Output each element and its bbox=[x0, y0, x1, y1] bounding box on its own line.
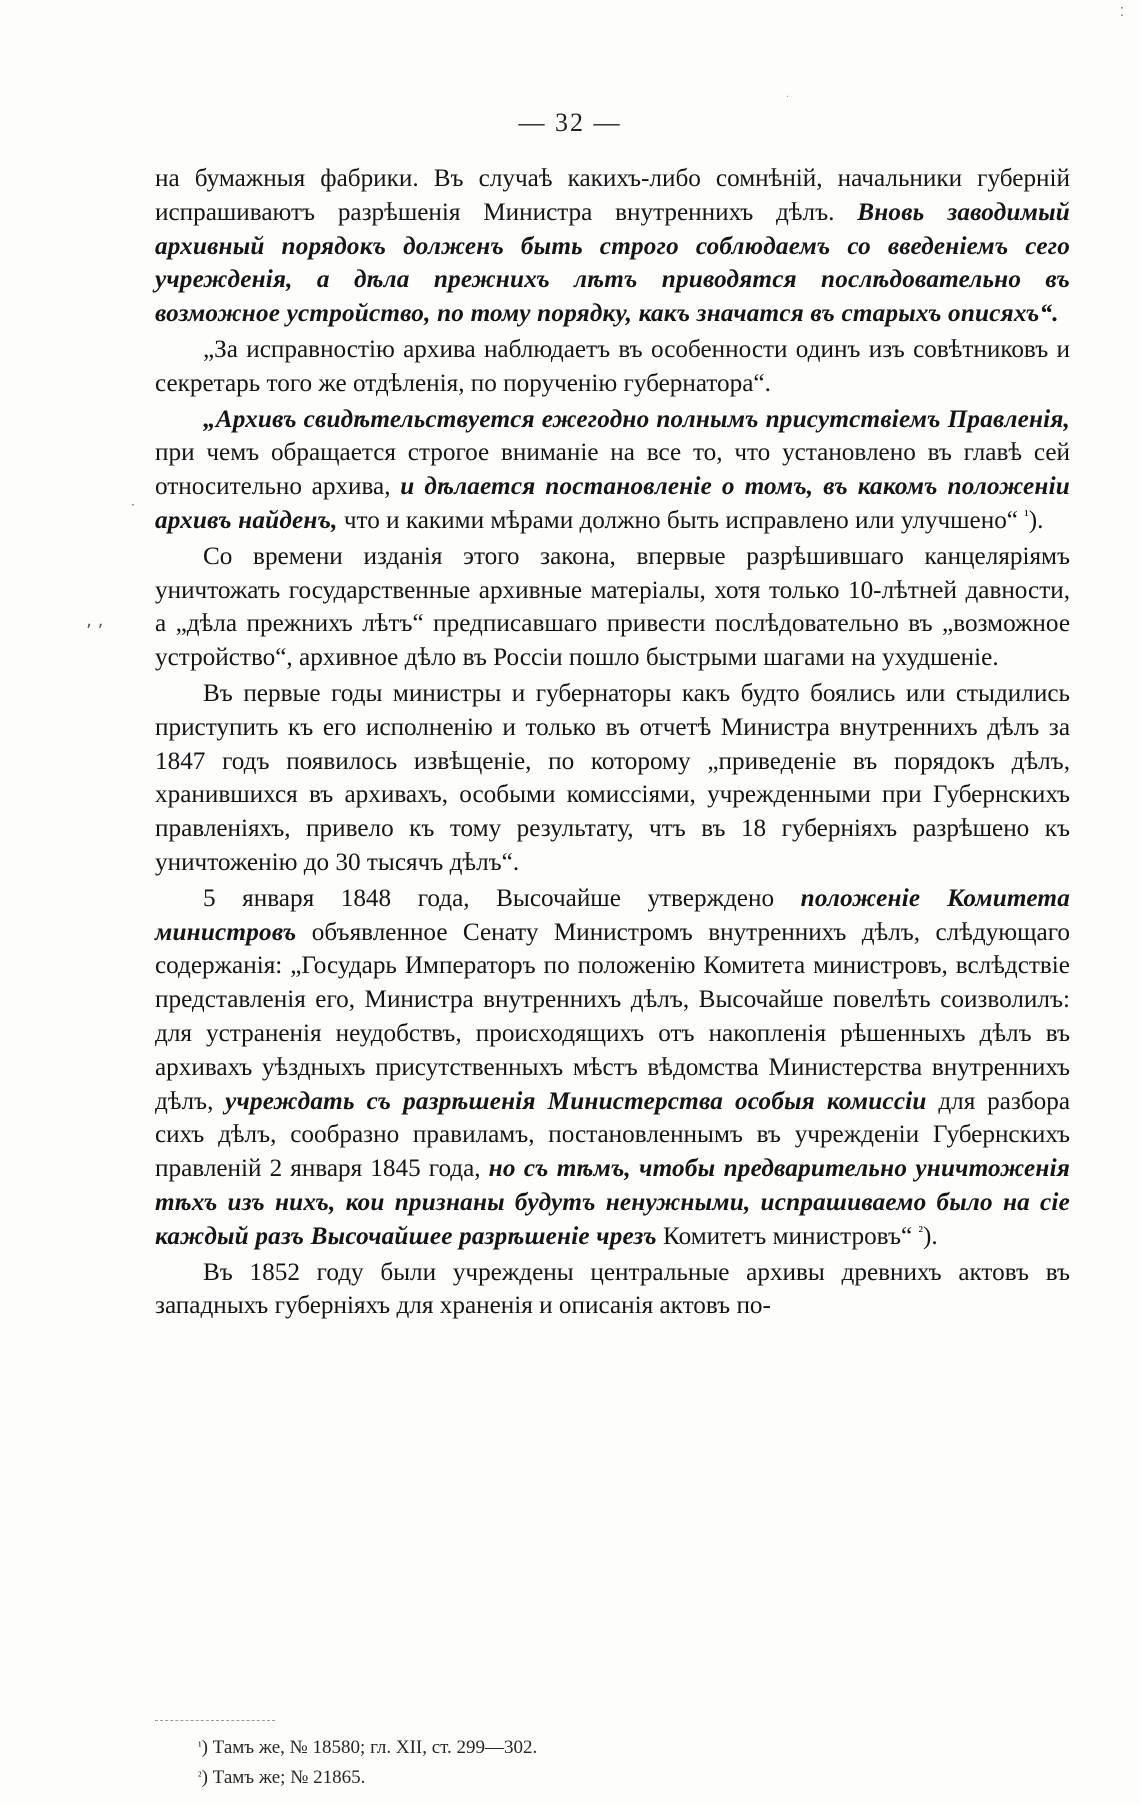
body-text bbox=[155, 162, 1070, 1323]
emphasized-text: и дѣлается постановленіе о томъ, въ какомъ положеніи архивъ найденъ, bbox=[155, 473, 1071, 534]
text-run: на бумажныя фабрики. Въ случаѣ какихъ-либо сомнѣній, начальники губерній испрашиваютъ разрѣшенія Министра внутреннихъ дѣлъ. bbox=[155, 165, 1070, 226]
paragraph bbox=[155, 677, 1070, 880]
paragraph bbox=[155, 882, 1070, 1254]
emphasized-text: Вновь заводимый архивный порядокъ долженъ быть строго соблюдаемъ со введеніемъ сего учрежденія, а дѣла прежнихъ лѣтъ приводятся послѣдовательно въ возможное устройство, по тому порядку, какъ значатся въ старыхъ описяхъ“. bbox=[155, 198, 1070, 328]
emphasized-text: учреждать съ разрѣшенія Министерства особыя комиссіи bbox=[225, 1087, 927, 1115]
emphasized-text: но съ тѣмъ, чтобы предварительно уничтоженія тѣхъ изъ нихъ, кои признаны будутъ ненужными, испрашиваемо было на сіе каждый разъ Высочайшее разрѣшеніе чрезъ bbox=[155, 1155, 1070, 1250]
margin-tick-mark: ‚ ‚ bbox=[86, 610, 104, 631]
speck-mark: · bbox=[786, 92, 790, 103]
text-run: 5 января 1848 года, Высочайше утверждено bbox=[203, 884, 801, 912]
corner-specks: ⁚ bbox=[1120, 5, 1124, 19]
text-run: что и какими мѣрами должно быть исправлено или улучшено“ bbox=[337, 506, 1025, 534]
footnote bbox=[198, 1763, 1018, 1793]
margin-dot-mark: · bbox=[131, 498, 135, 512]
footnote-text: ) Тамъ же; № 21865. bbox=[201, 1767, 366, 1788]
emphasized-text: „Архивъ свидѣтельствуется ежегодно полнымъ присутствіемъ Правленія, bbox=[203, 405, 1070, 433]
text-run: Въ первые годы министры и губернаторы какъ будто боялись или стыдились приступить къ его исполненію и только въ отчетѣ Министра внутреннихъ дѣлъ за 1847 годъ появилось извѣщеніе, по которому „приведеніе въ порядокъ дѣлъ, хранившихся въ архивахъ, особыми комиссіями, учрежденными при Губернскихъ правленіяхъ, привело къ тому результату, чтъ въ 18 губерніяхъ разрѣшено къ уничтоженію до 30 тысячъ дѣлъ“. bbox=[155, 679, 1070, 876]
footnote-marker: ¹ bbox=[198, 1739, 202, 1753]
text-run: при чемъ обращается строгое вниманіе на все то, что установлено въ главѣ сей относительно архива, bbox=[155, 439, 1070, 501]
paragraph bbox=[155, 162, 1070, 331]
text-run: Въ 1852 году были учреждены центральные архивы древнихъ актовъ въ западныхъ губерніяхъ для храненія и описанія актовъ по- bbox=[155, 1258, 1070, 1320]
text-run: Со времени изданія этого закона, впервые разрѣшившаго канцеляріямъ уничтожать государственные архивные матеріалы, хотя только 10-лѣтней давности, а „дѣла прежнихъ лѣтъ“ предписавшаго привести послѣдовательно въ „возможное устройство“, архивное дѣло въ Россіи пошло быстрыми шагами на ухудшеніе. bbox=[155, 542, 1070, 672]
footnote-marker: ² bbox=[198, 1769, 202, 1783]
footnote-separator bbox=[155, 1720, 275, 1721]
paragraph bbox=[155, 403, 1070, 538]
footnote-reference: ¹ bbox=[1024, 507, 1029, 524]
emphasized-text: положеніе Комитета министровъ bbox=[155, 884, 1070, 946]
text-run: ). bbox=[922, 1222, 938, 1250]
text-run: объявленное Сенату Министромъ внутреннихъ дѣлъ, слѣдующаго содержанія: „Государь Императоръ по положенію Комитета министровъ, вслѣдствіе представленія его, Министра внутреннихъ дѣлъ, Высочайше повелѣть соизволилъ: для устраненія неудобствъ, происходящихъ отъ накопленія рѣшенныхъ дѣлъ въ архивахъ уѣздныхъ присутственныхъ мѣстъ вѣдомства Министерства внутреннихъ дѣлъ, bbox=[155, 918, 1070, 1115]
text-run: для разбора сихъ дѣлъ, сообразно правиламъ, постановленнымъ въ учрежденіи Губернскихъ правленій 2 января 1845 года, bbox=[155, 1087, 1071, 1183]
text-run: Комитетъ министровъ“ bbox=[656, 1222, 919, 1250]
page-number: — 32 — bbox=[518, 108, 622, 137]
footnotes bbox=[198, 1733, 1018, 1793]
paragraph bbox=[155, 540, 1070, 675]
text-run: ). bbox=[1028, 506, 1044, 534]
paragraph bbox=[155, 333, 1070, 401]
footnote bbox=[198, 1733, 1018, 1763]
footnote-text: ) Тамъ же, № 18580; гл. XII, ст. 299—302. bbox=[201, 1737, 538, 1758]
paragraph bbox=[155, 1256, 1070, 1324]
text-run: „За исправностію архива наблюдаетъ въ особенности одинъ изъ совѣтниковъ и секретарь того же отдѣленія, по порученію губернатора“. bbox=[155, 335, 1070, 397]
footnote-reference: ² bbox=[918, 1223, 923, 1240]
